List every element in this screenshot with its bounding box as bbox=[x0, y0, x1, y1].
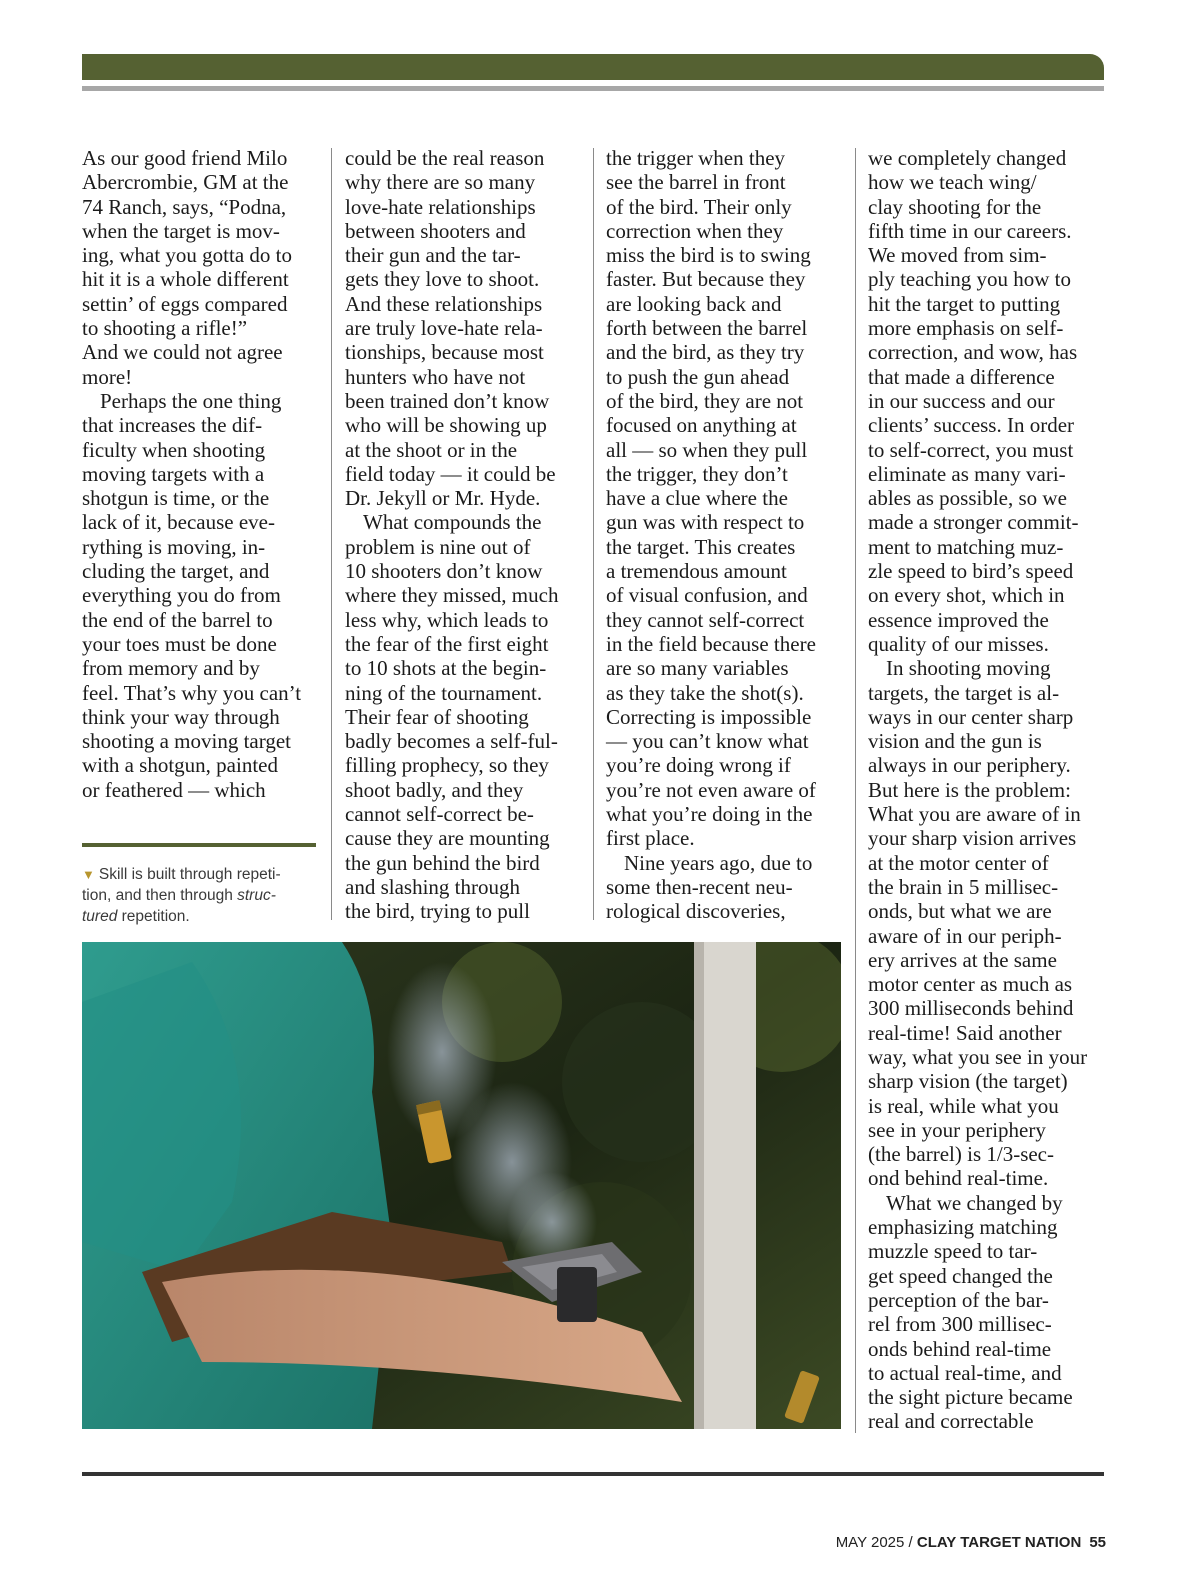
column-divider bbox=[855, 148, 856, 1433]
caption-text: Skill is built through repeti- tion, and then through bbox=[82, 866, 281, 904]
header-color-bar bbox=[82, 54, 1104, 80]
paragraph: could be the real reason why there are so many love-hate relationships between shooters and their gun and the tar- gets they love to shoot. And these relationships are truly love-hate rela- tionships, because most hunters who have not been trained don’t know who will be showing up at the shoot or in the field today — it could be Dr. Jekyll or Mr. Hyde. bbox=[345, 146, 556, 511]
article-column-1 bbox=[82, 146, 322, 802]
article-photo bbox=[82, 942, 841, 1429]
header-rule bbox=[82, 86, 1104, 91]
caption-rule bbox=[82, 843, 316, 847]
column-divider bbox=[331, 148, 332, 920]
footer-rule bbox=[82, 1472, 1104, 1476]
triangle-marker-icon: ▼ bbox=[82, 867, 95, 882]
footer-issue-date: MAY 2025 / bbox=[835, 1534, 917, 1551]
paragraph: In shooting moving targets, the target is al- ways in our center sharp vision and the gun is always in our periphery. But here is the problem: What you are aware of in your sharp vision arrives at the motor center of the brain in 5 millisec- onds, but what we are aware of in our periph- ery arrives at the same motor center as much as 300 milliseconds behind real-time! Said another way, what you see in your sharp vision (the target) is real, while what you see in your periphery (the barrel) is 1/3-sec- ond behind real-time. bbox=[868, 656, 1088, 1191]
page-footer bbox=[836, 1534, 1106, 1551]
paragraph: Nine years ago, due to some then-recent neu- rological discoveries, bbox=[606, 850, 813, 924]
magazine-title: CLAY TARGET NATION bbox=[916, 1534, 1082, 1551]
article-column-3 bbox=[606, 146, 851, 924]
paragraph: What compounds the problem is nine out of 10 shooters don’t know where they missed, much less why, which leads to the fear of the first eight to 10 shots at the begin- ning of the tournament. Their fear of shooting badly becomes a self-ful- filling prophecy, so they shoot badly, and they cannot self-correct be- cause they are mounting the gun behind the bird and slashing through the bird, trying to pull bbox=[345, 510, 559, 924]
article-column-4 bbox=[868, 146, 1108, 1434]
paragraph: the trigger when they see the barrel in front of the bird. Their only correction when they miss the bird is to swing faster. But because they are looking back and forth between the barrel and the bird, as they try to push the gun ahead of the bird, they are not focused on anything at all — so when they pull the trigger, they don’t have a clue where the gun was with respect to the target. This creates a tremendous amount of visual confusion, and they cannot self-correct in the field because there are so many variables as they take the shot(s). Correcting is impossible — you can’t know what you’re doing wrong if you’re not even aware of what you’re doing in the first place. bbox=[606, 146, 816, 851]
paragraph: What we changed by emphasizing matching muzzle speed to tar- get speed changed the perception of the bar- rel from 300 millisec- onds behind real-time to actual real-time, and the sight picture became real and correctable bbox=[868, 1190, 1073, 1434]
paragraph: Perhaps the one thing that increases the dif- ficulty when shooting moving targets with a shotgun is time, or the lack of it, because eve- rything is moving, in- cluding the target, and everything you do from the end of the barrel to your toes must be done from memory and by feel. That’s why you can’t think your way through shooting a moving target with a shotgun, painted or feathered — which bbox=[82, 388, 302, 802]
column-divider bbox=[593, 148, 594, 920]
caption-italic-text: struc- tured bbox=[82, 887, 276, 925]
article-column-2 bbox=[345, 146, 590, 924]
caption-text-end: repetition. bbox=[117, 908, 190, 925]
paragraph: As our good friend Milo Abercrombie, GM at the 74 Ranch, says, “Podna, when the target is mov- ing, what you gotta do to hit it is a whole different settin’ of eggs compared to shooting a rifle!” And we could not agree more! bbox=[82, 146, 292, 389]
photo-caption bbox=[82, 864, 312, 927]
paragraph: we completely changed how we teach wing/ clay shooting for the fifth time in our careers. We moved from sim- ply teaching you how to hit the target to putting more emphasis on self- correction, and wow, has that made a difference in our success and our clients’ success. In order to self-correct, you must eliminate as many vari- ables as possible, so we made a stronger commit- ment to matching muz- zle speed to bird’s speed on every shot, which in essence improved the quality of our misses. bbox=[868, 146, 1079, 656]
page-number: 55 bbox=[1089, 1534, 1106, 1551]
